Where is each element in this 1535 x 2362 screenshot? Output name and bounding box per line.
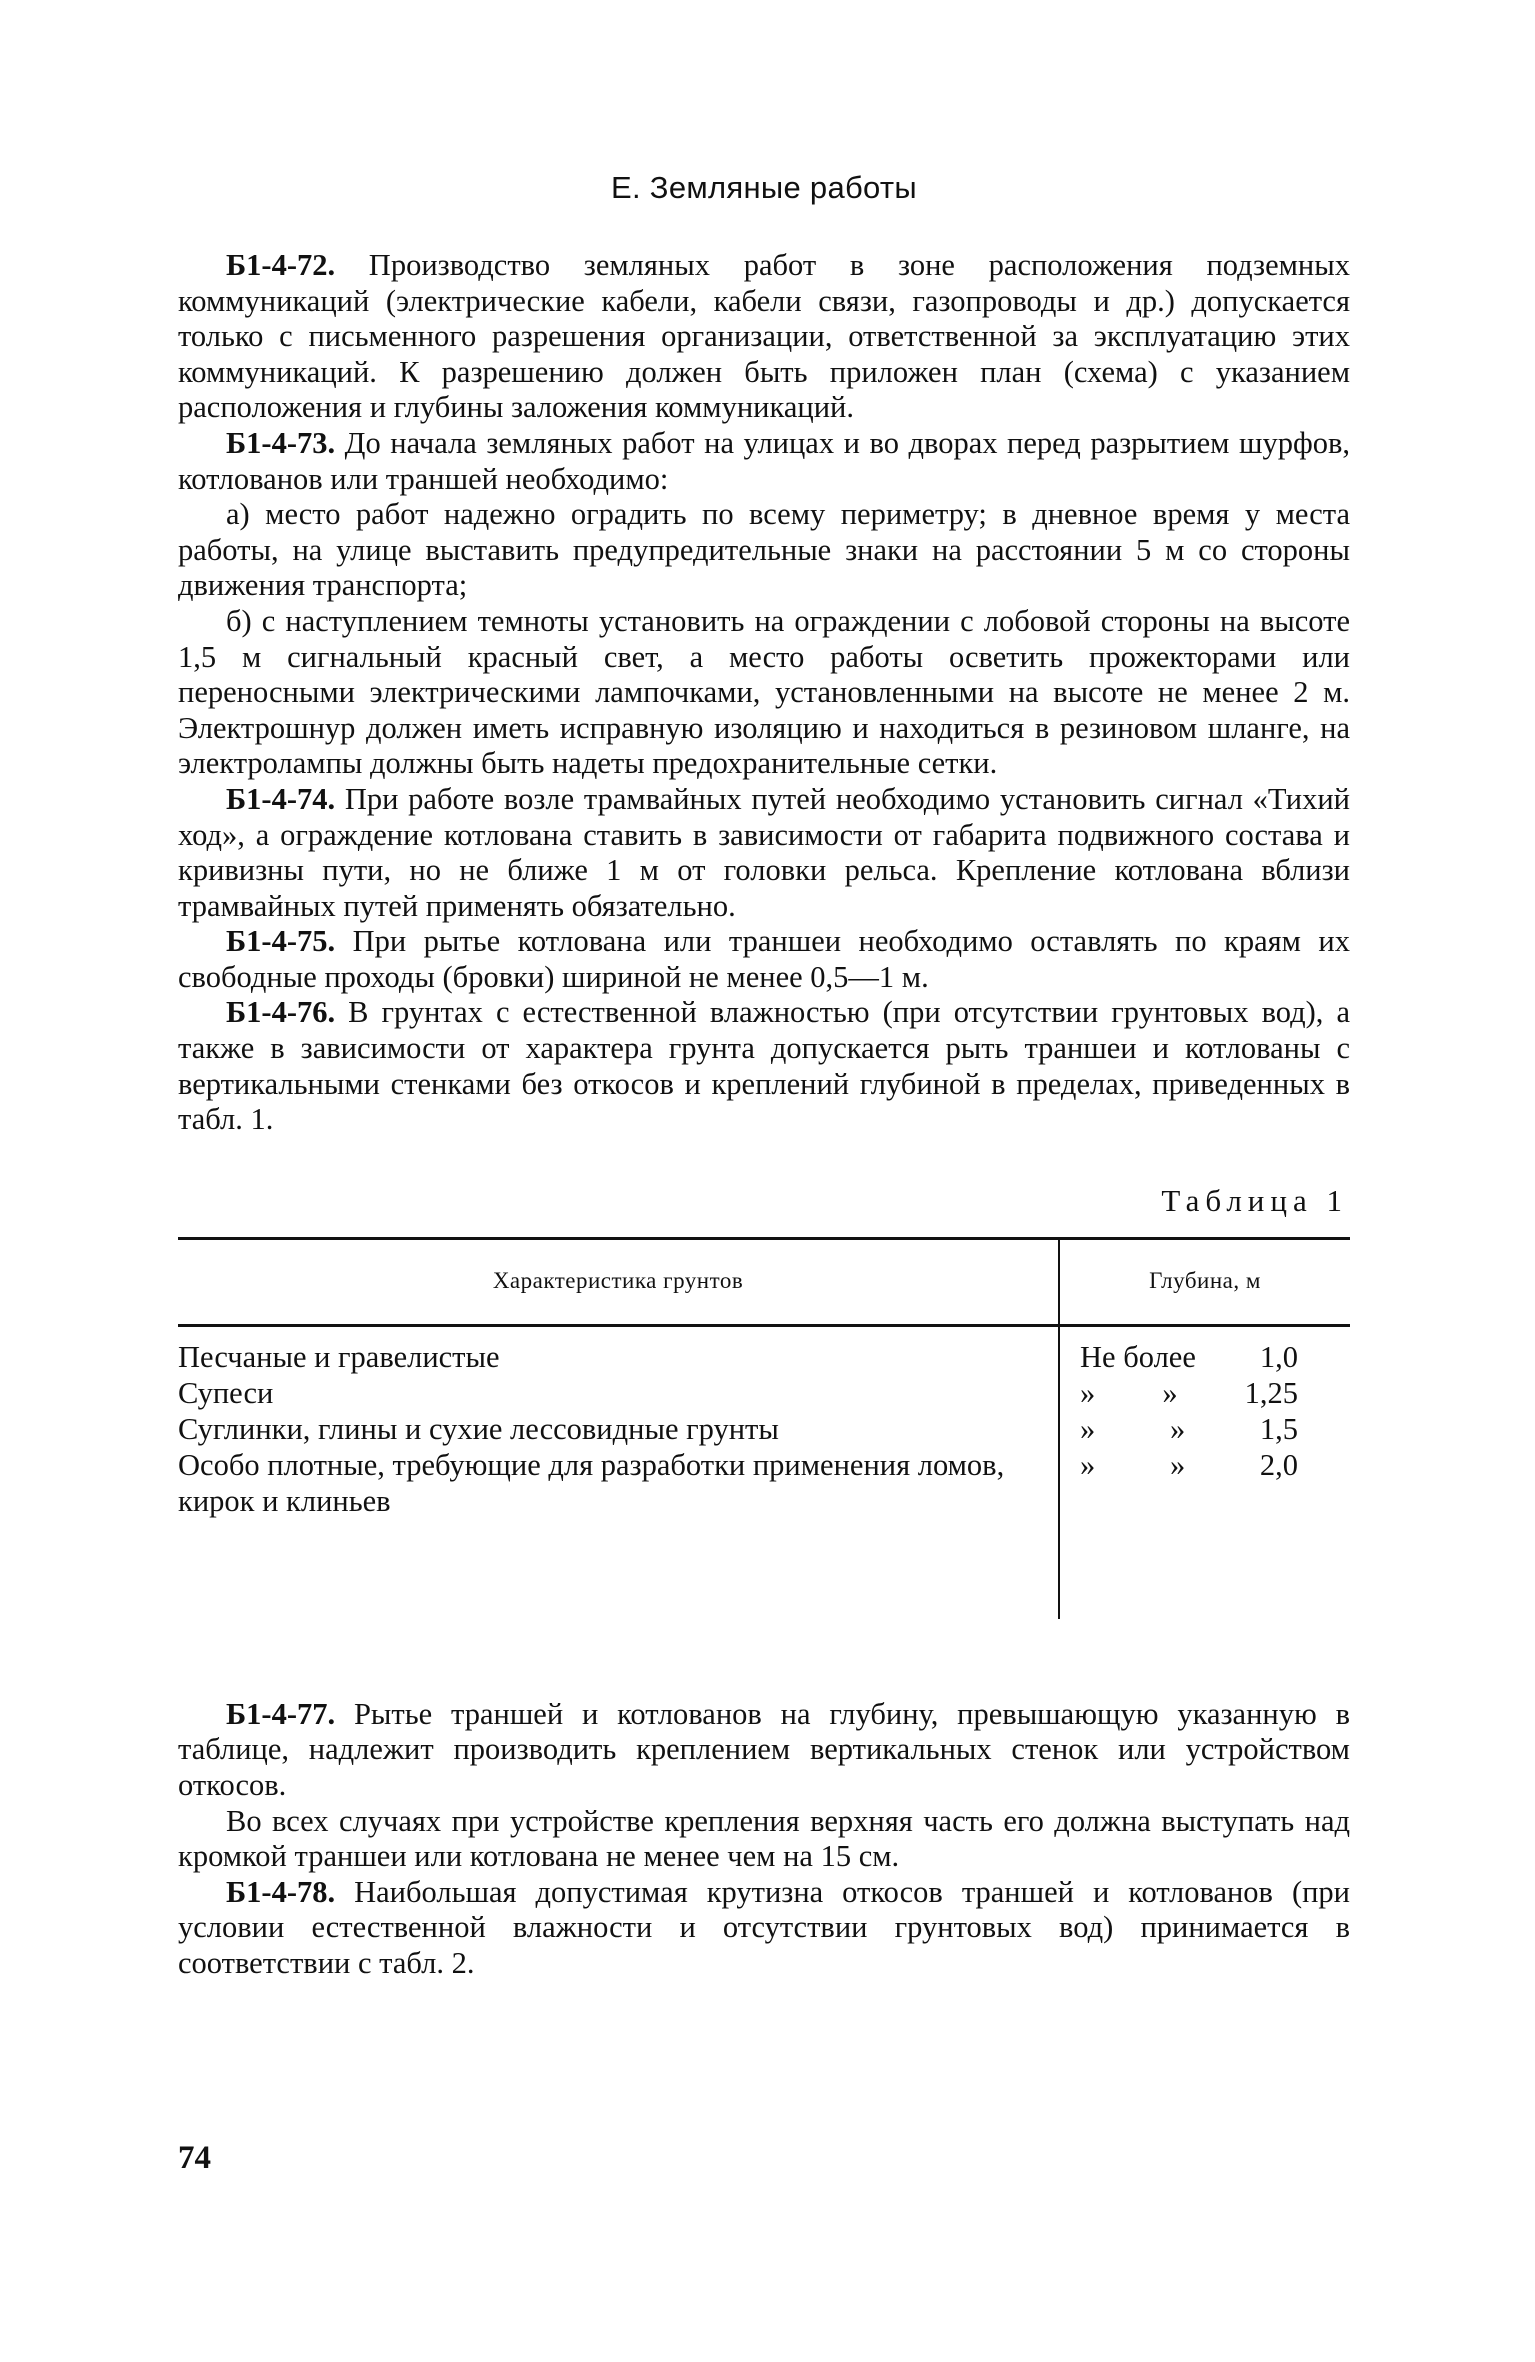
paragraph xyxy=(178,426,1350,497)
column-header-soil: Характеристика грунтов xyxy=(178,1238,1059,1325)
paragraph xyxy=(178,995,1350,1137)
ditto-mark: » xyxy=(1169,1411,1186,1446)
column-header-depth xyxy=(1059,1238,1350,1325)
clause-code: Б1-4-73. xyxy=(226,425,336,460)
paragraph-text: Рытье траншей и котлованов на глубину, превышающую указанную в таблице, надлежит производить креплением вертикальных стенок или устройством откосов. xyxy=(178,1696,1350,1803)
ditto-mark: » xyxy=(1080,1375,1096,1410)
paragraphs-top xyxy=(178,248,1350,1138)
paragraph-text: В грунтах с естественной влажностью (при отсутствии грунтовых вод), а также в зависимости от характера грунта допускается рыть траншеи и котлованы с вертикальными стенками без откосов и креплений глубиной в пределах, приведенных в табл. 1. xyxy=(178,995,1350,1137)
soil-name: Суглинки, глины и сухие лессовидные грунты xyxy=(178,1411,779,1446)
clause-code: Б1-4-74. xyxy=(226,781,336,816)
paragraph xyxy=(178,497,1350,604)
depth-value xyxy=(1080,1375,1298,1411)
page-number: 74 xyxy=(178,2140,211,2176)
paragraph xyxy=(178,604,1350,782)
soil-name: Песчаные и гравелистые xyxy=(178,1339,500,1374)
paragraphs-bottom xyxy=(178,1697,1350,1982)
paragraph-text: Наибольшая допустимая крутизна откосов траншей и котлованов (при условии естественной влажности и отсутствии грунтовых вод) принимается в соответствии с табл. 2. xyxy=(178,1874,1350,1980)
paragraph-text: При работе возле трамвайных путей необходимо установить сигнал «Тихий ход», а ограждение котлована ставить в зависимости от габарита подвижного состава и кривизны пути, но не ближе 1 м от головки рельса. Крепление котлована вблизи трамвайных путей применять обязательно. xyxy=(178,781,1350,923)
depth-qualifier-word: Не xyxy=(1080,1339,1116,1374)
paragraph xyxy=(178,1697,1350,1804)
depth-number: 1,0 xyxy=(1259,1339,1298,1374)
clause-code: Б1-4-76. xyxy=(226,995,336,1030)
soil-name: Супеси xyxy=(178,1375,274,1410)
depth-value xyxy=(1080,1447,1298,1483)
section-heading: Е. Земляные работы xyxy=(611,170,917,205)
clause-code: Б1-4-75. xyxy=(226,924,336,959)
paragraph xyxy=(178,1875,1350,1982)
depth-header-text: Глубина, м xyxy=(1149,1267,1261,1293)
ditto-mark: » xyxy=(1162,1375,1178,1410)
depth-qualifier xyxy=(1080,1339,1196,1375)
clause-code: Б1-4-77. xyxy=(226,1696,336,1731)
depth-number: 2,0 xyxy=(1259,1447,1298,1482)
depth-value xyxy=(1080,1411,1298,1447)
paragraph xyxy=(178,1804,1350,1875)
table-caption: Таблица 1 xyxy=(1161,1182,1348,1218)
ditto-mark: » xyxy=(1080,1411,1096,1446)
paragraph-text: При рытье котлована или траншеи необходимо оставлять по краям их свободные проходы (бровки) шириной не менее 0,5—1 м. xyxy=(178,924,1350,994)
document-page xyxy=(178,170,1350,1982)
clause-code: Б1-4-78. xyxy=(226,1874,336,1909)
ditto-mark: » xyxy=(1080,1447,1096,1482)
soil-cell xyxy=(178,1325,1059,1619)
ditto-mark: » xyxy=(1169,1447,1186,1482)
depth-cell xyxy=(1059,1325,1350,1619)
clause-code: Б1-4-72. xyxy=(226,248,336,282)
depth-number: 1,5 xyxy=(1259,1411,1298,1446)
paragraph xyxy=(178,782,1350,924)
paragraph-text: б) с наступлением темноты установить на ограждении с лобовой стороны на высоте 1,5 м сигнальный красный свет, а место работы осветить прожекторами или переносными электрическими лампочками, установленными на высоте не менее 2 м. Электрошнур должен иметь исправную изоляцию и находиться в резиновом шланге, на электролампы должны быть надеты предохранительные сетки. xyxy=(178,603,1350,781)
soil-depth-table xyxy=(178,1237,1350,1619)
table-header-row xyxy=(178,1238,1350,1325)
paragraph-text: а) место работ надежно оградить по всему периметру; в дневное время у места работы, на улице выставить предупредительные знаки на расстоянии 5 м со стороны движения транспорта; xyxy=(178,497,1350,603)
table-row xyxy=(178,1325,1350,1619)
soil-name: Особо плотные, требующие для разработки применения ломов, кирок и клиньев xyxy=(178,1447,1005,1518)
paragraph xyxy=(178,924,1350,995)
paragraph-text: До начала земляных работ на улицах и во дворах перед разрытием шурфов, котлованов или траншей необходимо: xyxy=(178,425,1350,496)
paragraph-text: Во всех случаях при устройстве крепления верхняя часть его должна выступать над кромкой траншеи или котлована не менее чем на 15 см. xyxy=(178,1803,1350,1874)
depth-number: 1,25 xyxy=(1244,1375,1298,1410)
depth-value xyxy=(1080,1339,1298,1375)
depth-qualifier-word: более xyxy=(1123,1339,1196,1374)
paragraph-text: Производство земляных работ в зоне расположения подземных коммуникаций (электрические кабели, кабели связи, газопроводы и др.) допускается только с письменного разрешения организации, ответственной за эксплуатацию этих коммуникаций. К разрешению должен быть приложен план (схема) с указанием расположения и глубины заложения коммуникаций. xyxy=(178,248,1350,425)
paragraph xyxy=(178,248,1350,426)
